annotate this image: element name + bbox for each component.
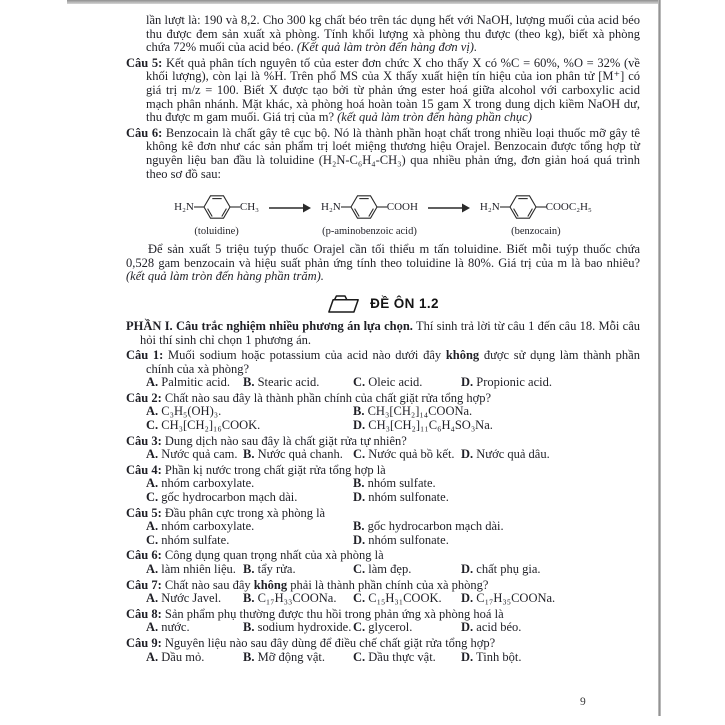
option-letter: B. bbox=[353, 476, 365, 491]
option-letter: B. bbox=[243, 562, 255, 576]
molecule-label: (p-aminobenzoic acid) bbox=[322, 226, 417, 238]
text-run: Đầu phân cực trong xà phòng là bbox=[164, 505, 326, 520]
option-letter: A. bbox=[146, 620, 159, 635]
molecule-right-group: CH₃ bbox=[239, 201, 260, 214]
question-label: Câu 2: bbox=[126, 390, 165, 405]
option-item: B. CH₃[CH₂]₁₄COONa. bbox=[353, 404, 473, 419]
options-row bbox=[126, 376, 640, 390]
text-run: Benzocain là chất gây tê cục bộ. Nó là thành phần hoạt chất trong nhiều loại thuốc mỡ gây tê không kê đơn như các sản phẩm trị loét miệng thương hiệu Orajel. Benzocain được tổng hợp từ nguyên liệu ban đầu là toluidine (H₂N-C₆H₄-CH₃) qua nhiều phản ứng, đơn giản hoá quá trình theo sơ đồ sau: bbox=[146, 125, 640, 181]
molecule bbox=[174, 190, 259, 238]
question-paragraph bbox=[126, 435, 640, 449]
option-item: B. tẩy rửa. bbox=[243, 562, 296, 576]
option-letter: C. bbox=[353, 591, 366, 606]
option-letter: D. bbox=[353, 490, 366, 505]
text-run: không bbox=[445, 348, 480, 363]
option-letter: D. bbox=[461, 591, 474, 606]
option-letter: B. bbox=[353, 404, 365, 419]
option-letter: B. bbox=[243, 649, 255, 664]
reaction-arrow-icon bbox=[268, 202, 312, 214]
question-paragraph bbox=[126, 392, 640, 406]
option-item: D. CH₃[CH₂]₁₁C₆H₄SO₃Na. bbox=[353, 418, 493, 433]
option-item: A. nước. bbox=[146, 620, 190, 635]
option-item: A. nhóm carboxylate. bbox=[146, 519, 255, 534]
option-letter: B. bbox=[243, 447, 255, 462]
question-paragraph bbox=[126, 549, 640, 563]
option-item: B. gốc hydrocarbon mạch dài. bbox=[353, 519, 504, 534]
option-letter: B. bbox=[243, 620, 255, 635]
option-item: A. Dầu mỏ. bbox=[146, 649, 205, 664]
option-letter: A. bbox=[146, 447, 159, 462]
text-run: Câu trắc nghiệm nhiều phương án lựa chọn. bbox=[175, 318, 413, 333]
folder-icon bbox=[327, 293, 361, 314]
molecule-left-group: H₂N bbox=[174, 201, 194, 214]
text-run: Thí sinh trả lời từ câu 1 đến câu 18. Mỗi câu hỏi thí sinh chỉ chọn 1 phương án. bbox=[140, 318, 641, 347]
option-item: C. glycerol. bbox=[353, 620, 413, 635]
option-item: C. C₁₅H₃₁COOK. bbox=[353, 591, 442, 606]
option-letter: C. bbox=[146, 490, 159, 505]
question-paragraph bbox=[126, 57, 640, 125]
question-paragraph bbox=[126, 637, 640, 651]
option-letter: B. bbox=[353, 519, 365, 534]
option-letter: D. bbox=[461, 620, 474, 635]
option-letter: C. bbox=[353, 649, 366, 664]
molecule-formula bbox=[480, 190, 592, 224]
text-run: Muối sodium hoặc potassium của acid nào dưới đây bbox=[168, 348, 446, 363]
option-item: D. Nước quả dâu. bbox=[461, 447, 550, 462]
option-item: C. gốc hydrocarbon mạch dài. bbox=[146, 490, 298, 505]
question-label: PHẦN I. bbox=[126, 318, 176, 333]
molecule-formula bbox=[321, 190, 418, 224]
option-letter: C. bbox=[353, 375, 366, 390]
text-run: Chất nào sau đây bbox=[164, 577, 254, 592]
option-item: C. làm đẹp. bbox=[353, 562, 412, 576]
option-letter: A. bbox=[146, 375, 159, 390]
options-row bbox=[126, 592, 640, 606]
option-letter: C. bbox=[146, 532, 159, 547]
options-row bbox=[126, 520, 640, 534]
option-item: A. C₃H₅(OH)₃. bbox=[146, 404, 222, 419]
molecule-right-group: COOH bbox=[386, 201, 418, 214]
page-content bbox=[126, 14, 640, 664]
option-letter: C. bbox=[146, 418, 159, 433]
option-item: D. Tinh bột. bbox=[461, 649, 522, 664]
option-item: B. nhóm sulfate. bbox=[353, 476, 436, 491]
reaction-arrow-icon bbox=[427, 202, 471, 214]
question-paragraph bbox=[126, 349, 640, 376]
option-item: B. Stearic acid. bbox=[243, 375, 320, 390]
question-paragraph bbox=[126, 507, 640, 521]
option-item: B. Nước quả chanh. bbox=[243, 447, 343, 462]
option-letter: A. bbox=[146, 591, 159, 606]
option-item: B. sodium hydroxide. bbox=[243, 620, 352, 635]
part-heading bbox=[126, 320, 640, 347]
question-label: Câu 8: bbox=[126, 606, 165, 621]
option-item: B. Mỡ động vật. bbox=[243, 649, 325, 664]
benzene-ring-icon bbox=[500, 190, 546, 224]
question-label: Câu 5: bbox=[126, 55, 167, 70]
molecule-label: (toluidine) bbox=[194, 226, 239, 238]
text-run: (kết quả làm tròn đến hàng phần trăm). bbox=[126, 269, 324, 284]
option-letter: B. bbox=[243, 375, 255, 390]
text-run: Phần kị nước trong chất giặt rửa tổng hợp là bbox=[164, 462, 386, 477]
option-letter: A. bbox=[146, 519, 159, 534]
options-row bbox=[126, 448, 640, 462]
option-item: C. Oleic acid. bbox=[353, 375, 423, 390]
page-fold-line bbox=[658, 0, 661, 716]
molecule-left-group: H₂N bbox=[479, 201, 500, 214]
option-letter: A. bbox=[146, 649, 159, 664]
option-item: A. Nước Javel. bbox=[146, 591, 222, 606]
benzene-ring-icon bbox=[341, 190, 387, 224]
options-row bbox=[126, 563, 640, 577]
option-item: D. nhóm sulfonate. bbox=[353, 532, 449, 547]
options-row bbox=[126, 491, 640, 505]
question-label: Câu 3: bbox=[126, 433, 165, 448]
option-item: D. acid béo. bbox=[461, 620, 522, 635]
question-paragraph bbox=[126, 464, 640, 478]
question-paragraph bbox=[126, 127, 640, 181]
question-label: Câu 6: bbox=[126, 125, 166, 140]
continuation-paragraph bbox=[126, 14, 640, 55]
option-item: D. Propionic acid. bbox=[461, 375, 552, 390]
option-letter: A. bbox=[146, 404, 159, 419]
option-item: A. nhóm carboxylate. bbox=[146, 476, 255, 491]
page-number: 9 bbox=[580, 696, 586, 708]
question-label: Câu 6: bbox=[126, 548, 165, 563]
text-run: Kết quả phân tích nguyên tố của ester đơn chức X cho thấy X có %C = 60%, %O = 32% (về khối lượng), còn lại là %H. Trên phổ MS của X thấy xuất hiện tín hiệu của ion phân tử [M⁺] có giá trị m/z = 100. Biết X được tạo bởi từ phản ứng ester hoá giữa alcohol với carboxylic acid mạch phân nhánh. Mặt khác, xà phòng hoá hoàn toàn 15 gam X trong dung dịch kiềm NaOH dư, thu được m gam muối. Giá trị của m? bbox=[146, 55, 640, 125]
question-label: Câu 1: bbox=[126, 348, 169, 363]
page-top-edge bbox=[67, 0, 659, 4]
option-letter: D. bbox=[461, 447, 474, 462]
option-letter: D. bbox=[461, 649, 474, 664]
text-run: Dung dịch nào sau đây là chất giặt rửa tự nhiên? bbox=[164, 433, 407, 448]
options-row bbox=[126, 534, 640, 548]
body-paragraph bbox=[126, 243, 640, 284]
molecule bbox=[480, 190, 592, 238]
options-row bbox=[126, 621, 640, 635]
text-run: Sản phẩm phụ thường được thu hồi trong phản ứng xà phòng hoá là bbox=[164, 606, 504, 621]
molecule-formula bbox=[174, 190, 259, 224]
option-letter: D. bbox=[461, 562, 474, 576]
options-row bbox=[126, 651, 640, 665]
option-letter: C. bbox=[353, 562, 366, 576]
option-item: C. CH₃[CH₂]₁₆COOK. bbox=[146, 418, 261, 433]
text-run: Công dụng quan trọng nhất của xà phòng là bbox=[164, 548, 384, 563]
section-title: ĐỀ ÔN 1.2 bbox=[370, 295, 439, 311]
text-run: Nguyên liệu nào sau đây dùng để điều chế chất giặt rửa tổng hợp? bbox=[164, 635, 496, 650]
question-label: Câu 9: bbox=[126, 635, 165, 650]
text-run: (kết quả làm tròn đến hàng phần chục) bbox=[337, 110, 532, 125]
option-letter: A. bbox=[146, 476, 159, 491]
text-run: Chất nào sau đây là thành phần chính của chất giặt rửa tổng hợp? bbox=[164, 390, 492, 405]
option-letter: D. bbox=[353, 418, 366, 433]
option-item: C. Dầu thực vật. bbox=[353, 649, 436, 664]
option-item: D. nhóm sulfonate. bbox=[353, 490, 449, 505]
text-run: không bbox=[253, 577, 288, 592]
section-header bbox=[126, 293, 640, 314]
option-item: A. Nước quả cam. bbox=[146, 447, 238, 462]
options-row bbox=[126, 477, 640, 491]
option-letter: C. bbox=[353, 447, 366, 462]
option-letter: B. bbox=[243, 591, 255, 606]
question-paragraph bbox=[126, 579, 640, 593]
molecule-label: (benzocain) bbox=[511, 226, 561, 238]
option-item: D. C₁₇H₃₅COONa. bbox=[461, 591, 556, 606]
option-item: C. Nước quả bồ kết. bbox=[353, 447, 455, 462]
option-item: A. làm nhiên liệu. bbox=[146, 562, 236, 576]
option-letter: D. bbox=[461, 375, 474, 390]
options-row bbox=[126, 419, 640, 433]
text-run: được sử dụng làm thành phần chính của xà phòng? bbox=[146, 348, 640, 376]
option-item: C. nhóm sulfate. bbox=[146, 532, 230, 547]
option-letter: A. bbox=[146, 562, 159, 576]
question-label: Câu 7: bbox=[126, 577, 165, 592]
text-run: (Kết quả làm tròn đến hàng đơn vị). bbox=[296, 40, 478, 55]
text-run: phải là thành phần chính của xà phòng? bbox=[287, 577, 489, 592]
option-item: B. C₁₇H₃₃COONa. bbox=[243, 591, 337, 606]
molecule-left-group: H₂N bbox=[321, 201, 341, 214]
text-run: Để sản xuất 5 triệu tuýp thuốc Orajel cần tối thiểu m tấn toluidine. Biết mỗi tuýp thuốc chứa 0,528 gam benzocain và hiệu suất phản ứng tính theo toluidine là 80%. Giá trị của m là bao nhiêu? bbox=[126, 242, 640, 270]
benzene-ring-icon bbox=[194, 190, 240, 224]
molecule bbox=[321, 190, 418, 238]
question-label: Câu 5: bbox=[126, 505, 165, 520]
option-letter: C. bbox=[353, 620, 366, 635]
question-label: Câu 4: bbox=[126, 462, 165, 477]
reaction-scheme bbox=[126, 190, 640, 238]
option-item: A. Palmitic acid. bbox=[146, 375, 231, 390]
text-run: lần lượt là: 190 và 8,2. Cho 300 kg chất béo trên tác dụng hết với NaOH, lượng muối của acid béo thu được đem sản xuất xà phòng. Tính khối lượng xà phòng thu được (theo kg), biết xà phòng chứa 72% muối của acid béo. bbox=[146, 13, 640, 55]
question-paragraph bbox=[126, 608, 640, 622]
molecule-right-group: COOC₂H₅ bbox=[545, 201, 592, 214]
option-letter: D. bbox=[353, 532, 366, 547]
options-row bbox=[126, 405, 640, 419]
option-item: D. chất phụ gia. bbox=[461, 562, 541, 576]
